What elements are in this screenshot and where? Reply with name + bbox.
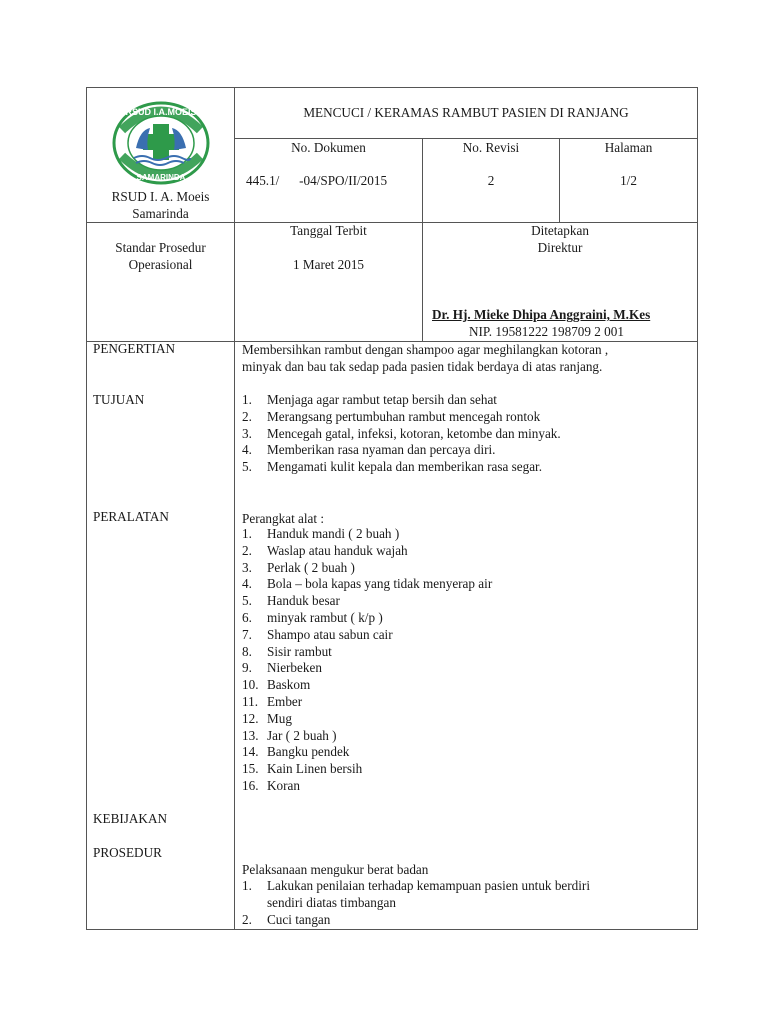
kebijakan-label: KEBIJAKAN — [93, 811, 167, 826]
hospital-city: Samarinda — [132, 206, 189, 221]
tanggal-terbit-label: Tanggal Terbit — [290, 223, 367, 238]
tujuan-label: TUJUAN — [93, 392, 145, 407]
prosedur-step-1-line2: sendiri diatas timbangan — [267, 895, 396, 910]
halaman-label: Halaman — [604, 140, 653, 155]
ditetapkan-label: Ditetapkan — [531, 223, 589, 238]
prosedur-step-2-number: 2. — [242, 912, 252, 927]
sop-type-line2: Operasional — [128, 257, 193, 272]
no-dokumen-value: 445.1/ -04/SPO/II/2015 — [246, 173, 388, 188]
divider-left-column — [234, 87, 235, 930]
document-title: MENCUCI / KERAMAS RAMBUT PASIEN DI RANJANG — [303, 105, 629, 120]
sop-document: RSUD I.A.MOEIS SAMARINDA RSUD I. A. Moeis Samarinda MENCUCI / KERAMAS RAMBUT PASIEN DI RANJANG No. Dokumen 445.1/ -04/SPO/II/2015 No. Revisi 2 Halaman 1/2 Standar Prosedur Operasional Tanggal Terbit 1 Maret 2015 Ditetapkan Direktur Dr. Hj. Mieke Dhipa Anggraini, M.Kes NIP. 19581222 198709 2 001 PENGERTIAN TUJUAN PERALATAN KEBIJAKAN PROSEDUR Membersihkan rambut dengan shampoo agar meghilangkan kotoran , minyak dan bau tak sedap pada pasien tidak berdaya di atas ranjang. 1. Menjaga agar rambut tetap bersih dan sehat 2. Merangsang pertumbuhan rambut mencegah rontok 3. Mencegah gatal, infeksi, kotoran, ketombe dan minyak. 4. Memberikan rasa nyaman dan percaya diri. 5. Mengamati kulit kepala dan memberikan rasa segar. Perangkat alat : 1. Handuk mandi ( 2 buah ) 2. Waslap atau handuk wajah 3. Perlak ( 2 buah ) 4. Bola – bola kapas yang tidak menyerap air 5. Handuk besar 6. minyak rambut ( k/p ) 7. Shampo atau sabun cair 8. Sisir rambut 9. Nierbeken 10. Baskom 11. Ember 12. Mug 13. Jar ( 2 buah ) 14. Bangku pendek 15. Kain Linen bersih 16. Koran Pelaksanaan mengukur berat badan 1. Lakukan penilaian terhadap kemampuan pasien untuk berdiri sendiri diatas timbangan 2. Cuci tangan — [0, 0, 768, 1024]
pengertian-label: PENGERTIAN — [93, 341, 175, 356]
prosedur-step-2-text: Cuci tangan — [267, 912, 331, 927]
prosedur-step-1-line1: Lakukan penilaian terhadap kemampuan pasien untuk berdiri — [267, 878, 590, 893]
sop-type-line1: Standar Prosedur — [115, 240, 206, 255]
pengertian-text-line2: minyak dan bau tak sedap pada pasien tidak berdaya di atas ranjang. — [242, 359, 603, 374]
prosedur-label: PROSEDUR — [93, 845, 162, 860]
peralatan-label: PERALATAN — [93, 509, 169, 524]
halaman-value: 1/2 — [620, 173, 637, 188]
svg-text:SAMARINDA: SAMARINDA — [136, 173, 186, 182]
peralatan-intro: Perangkat alat : — [242, 511, 325, 526]
pengertian-text-line1: Membersihkan rambut dengan shampoo agar meghilangkan kotoran , — [242, 342, 609, 357]
table-border-top — [86, 87, 698, 88]
signer-nip: NIP. 19581222 198709 2 001 — [469, 324, 624, 339]
hospital-name: RSUD I. A. Moeis — [111, 189, 210, 204]
no-dokumen-label: No. Dokumen — [291, 140, 366, 155]
tanggal-terbit-value: 1 Maret 2015 — [292, 257, 365, 272]
table-border-bottom — [86, 929, 698, 930]
table-border-right — [697, 87, 698, 930]
svg-text:RSUD I.A.MOEIS: RSUD I.A.MOEIS — [125, 107, 197, 117]
signer-name: Dr. Hj. Mieke Dhipa Anggraini, M.Kes — [432, 307, 651, 322]
direktur-label: Direktur — [537, 240, 583, 255]
no-revisi-value: 2 — [487, 173, 495, 188]
no-revisi-label: No. Revisi — [462, 140, 520, 155]
divider-title — [234, 138, 698, 139]
prosedur-step-1-number: 1. — [242, 878, 252, 893]
hospital-logo — [110, 100, 212, 186]
prosedur-intro: Pelaksanaan mengukur berat badan — [242, 862, 429, 877]
